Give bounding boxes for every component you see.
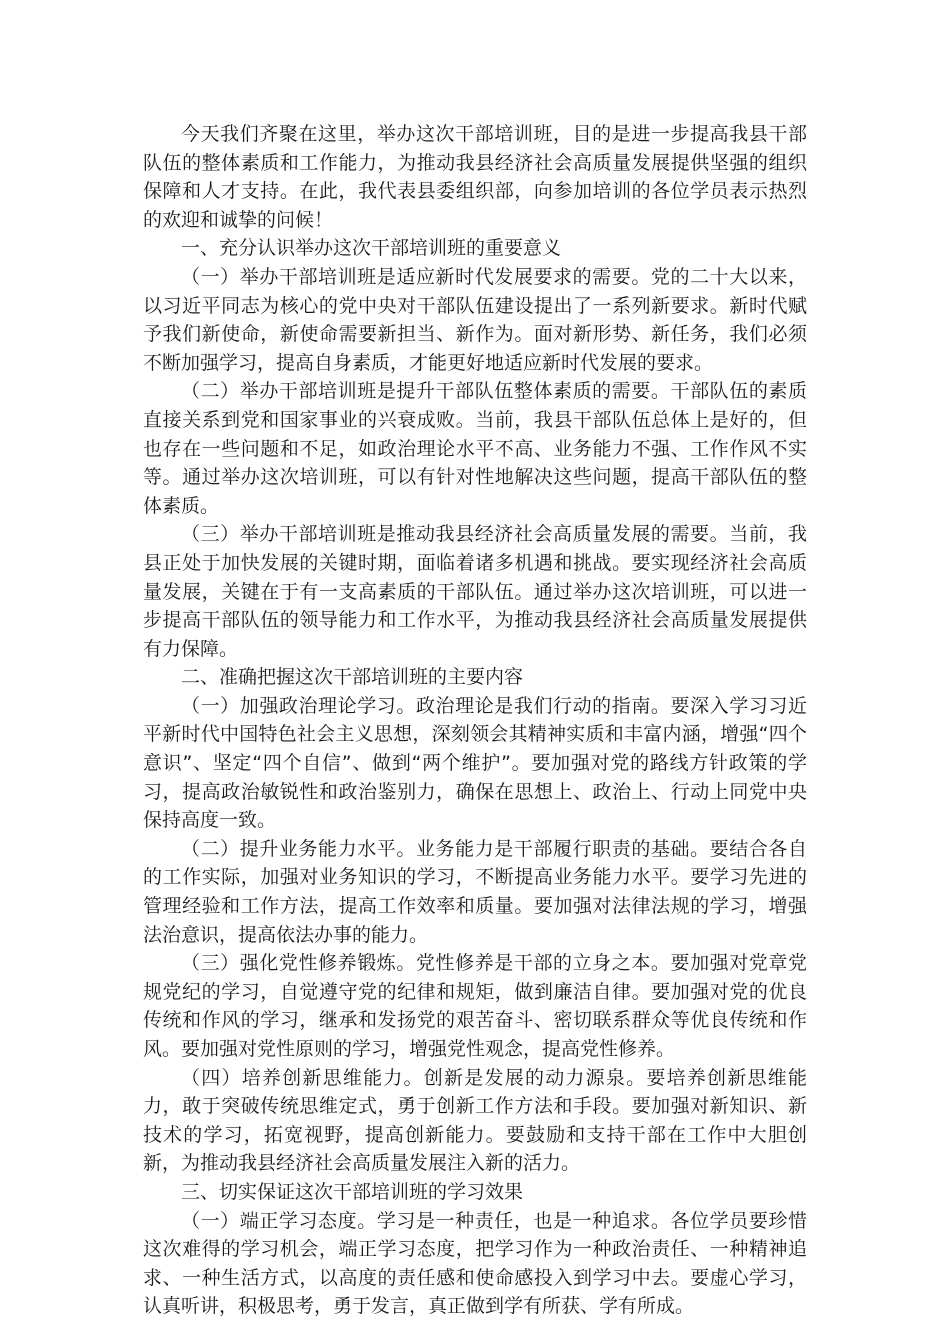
document-body [143, 120, 807, 1321]
intro-paragraph: 今天我们齐聚在这里，举办这次干部培训班，目的是进一步提高我县干部队伍的整体素质和工作能力，为推动我县经济社会高质量发展提供坚强的组织保障和人才支持。在此，我代表县委组织部，向参加培训的各位学员表示热烈的欢迎和诚挚的问候！ [143, 123, 807, 231]
paragraph-2-1: （一）加强政治理论学习。政治理论是我们行动的指南。要深入学习习近平新时代中国特色社会主义思想，深刻领会其精神实质和丰富内涵，增强“四个意识”、坚定“四个自信”、做到“两个维护”。要加强对党的路线方针政策的学习，提高政治敏锐性和政治鉴别力，确保在思想上、政治上、行动上同党中央保持高度一致。 [143, 694, 807, 832]
paragraph-1-2: （二）举办干部培训班是提升干部队伍整体素质的需要。干部队伍的素质直接关系到党和国家事业的兴衰成败。当前，我县干部队伍总体上是好的，但也存在一些问题和不足，如政治理论水平不高、业务能力不强、工作作风不实等。通过举办这次培训班，可以有针对性地解决这些问题，提高干部队伍的整体素质。 [143, 380, 807, 517]
paragraph-2-3: （三）强化党性修养锻炼。党性修养是干部的立身之本。要加强对党章党规党纪的学习，自觉遵守党的纪律和规矩，做到廉洁自律。要加强对党的优良传统和作风的学习，继承和发扬党的艰苦奋斗、密切联系群众等优良传统和作风。要加强对党性原则的学习，增强党性观念，提高党性修养。 [143, 952, 807, 1060]
paragraph-2-2: （二）提升业务能力水平。业务能力是干部履行职责的基础。要结合各自的工作实际，加强对业务知识的学习，不断提高业务能力水平。要学习先进的管理经验和工作方法，提高工作效率和质量。要加强对法律法规的学习，增强法治意识，提高依法办事的能力。 [143, 837, 807, 946]
paragraph-1-1: （一）举办干部培训班是适应新时代发展要求的需要。党的二十大以来，以习近平同志为核心的党中央对干部队伍建设提出了一系列新要求。新时代赋予我们新使命，新使命需要新担当、新作为。面对新形势、新任务，我们必须不断加强学习，提高自身素质，才能更好地适应新时代发展的要求。 [143, 265, 807, 374]
section-heading-3: 三、切实保证这次干部培训班的学习效果 [181, 1180, 524, 1203]
section-heading-2: 二、准确把握这次干部培训班的主要内容 [181, 666, 524, 689]
section-heading-1: 一、充分认识举办这次干部培训班的重要意义 [181, 237, 562, 260]
paragraph-1-3: （三）举办干部培训班是推动我县经济社会高质量发展的需要。当前，我县正处于加快发展的关键时期，面临着诸多机遇和挑战。要实现经济社会高质量发展，关键在于有一支高素质的干部队伍。通过举办这次培训班，可以进一步提高干部队伍的领导能力和工作水平，为推动我县经济社会高质量发展提供有力保障。 [143, 523, 807, 660]
paragraph-3-1: （一）端正学习态度。学习是一种责任，也是一种追求。各位学员要珍惜这次难得的学习机会，端正学习态度，把学习作为一种政治责任、一种精神追求、一种生活方式，以高度的责任感和使命感投入到学习中去。要虚心学习，认真听讲，积极思考，勇于发言，真正做到学有所获、学有所成。 [143, 1209, 807, 1318]
paragraph-2-4: （四）培养创新思维能力。创新是发展的动力源泉。要培养创新思维能力，敢于突破传统思维定式，勇于创新工作方法和手段。要加强对新知识、新技术的学习，拓宽视野，提高创新能力。要鼓励和支持干部在工作中大胆创新，为推动我县经济社会高质量发展注入新的活力。 [143, 1066, 807, 1175]
